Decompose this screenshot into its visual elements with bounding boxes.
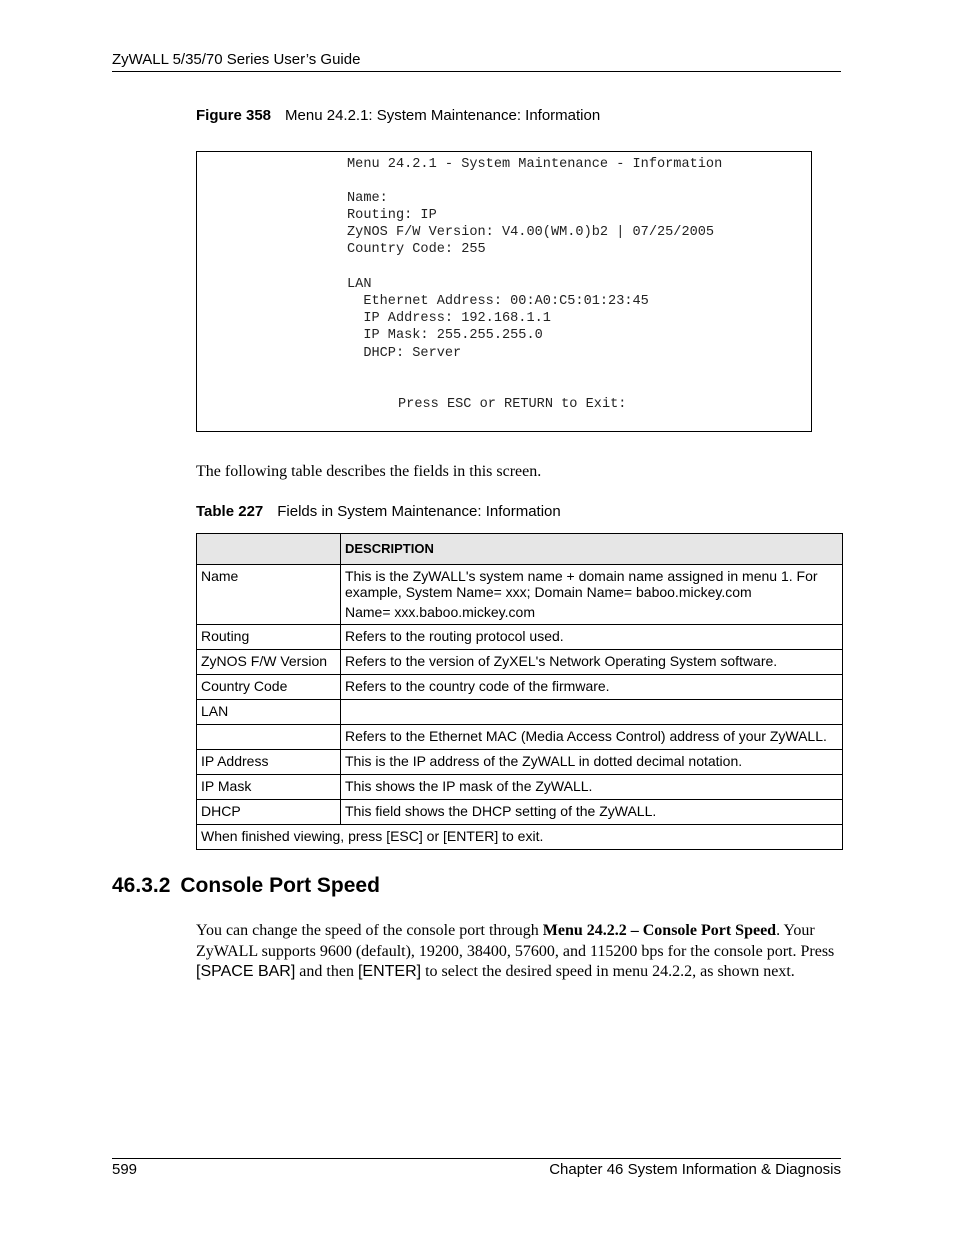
section-paragraph [196, 921, 846, 983]
header-field-cell [197, 534, 341, 565]
field-cell: Country Code [197, 675, 341, 700]
terminal-line-firmware: ZyNOS F/W Version: V4.00(WM.0)b2 | 07/25/2005 [347, 225, 715, 240]
field-cell [197, 725, 341, 750]
figure-title: Menu 24.2.1: System Maintenance: Information [285, 107, 601, 124]
terminal-exit-prompt: Press ESC or RETURN to Exit: [398, 397, 627, 412]
section-number: 46.3.2 [112, 874, 171, 897]
key-enter: [ENTER] [357, 963, 422, 980]
menu-reference: Menu 24.2.2 – Console Port Speed [542, 922, 777, 939]
terminal-menu-title: Menu 24.2.1 - System Maintenance - Information [347, 157, 723, 172]
table-footer-note: When finished viewing, press [ESC] or [ENTER] to exit. [197, 825, 843, 850]
fields-table [196, 533, 843, 850]
terminal-line-routing: Routing: IP [347, 208, 437, 223]
field-cell: ZyNOS F/W Version [197, 650, 341, 675]
paragraph-text: and then [295, 963, 358, 980]
description-text: This is the ZyWALL's system name + domain name assigned in menu 1. For example, System Name= xxx; Domain Name= baboo.mickey.com [345, 568, 818, 600]
terminal-line-lan: LAN [347, 277, 372, 292]
description-cell [341, 700, 843, 725]
section-title: Console Port Speed [180, 874, 380, 897]
table-row [197, 565, 843, 625]
header-rule [112, 71, 841, 72]
section-heading [112, 874, 380, 898]
description-cell: This shows the IP mask of the ZyWALL. [341, 775, 843, 800]
table-row [197, 750, 843, 775]
field-cell: LAN [197, 700, 341, 725]
table-row [197, 800, 843, 825]
terminal-line-country-code: Country Code: 255 [347, 242, 486, 257]
description-example: Name= xxx.baboo.mickey.com [345, 604, 535, 620]
field-cell: IP Address [197, 750, 341, 775]
description-cell: This is the IP address of the ZyWALL in dotted decimal notation. [341, 750, 843, 775]
table-footer-row [197, 825, 843, 850]
intro-text: The following table describes the fields in this screen. [196, 463, 542, 480]
field-cell: DHCP [197, 800, 341, 825]
description-cell: Refers to the version of ZyXEL's Network Operating System software. [341, 650, 843, 675]
table-row [197, 700, 843, 725]
description-cell: Refers to the Ethernet MAC (Media Access Control) address of your ZyWALL. [341, 725, 843, 750]
terminal-screen [196, 151, 812, 432]
running-header-title: ZyWALL 5/35/70 Series User’s Guide [112, 51, 361, 68]
paragraph-text: . Your ZyWALL supports 9600 (default), 19200, 38400, 57600, and 115200 bps for the console port. Press [196, 922, 835, 960]
description-cell: Refers to the routing protocol used. [341, 625, 843, 650]
table-label: Table 227 [196, 503, 264, 520]
paragraph-text: to select the desired speed in menu 24.2.2, as shown next. [421, 963, 795, 980]
terminal-line-dhcp: DHCP: Server [347, 346, 462, 361]
footer-rule [112, 1158, 841, 1159]
chapter-title: Chapter 46 System Information & Diagnosis [549, 1161, 841, 1178]
terminal-line-ip-address: IP Address: 192.168.1.1 [347, 311, 551, 326]
figure-caption [196, 107, 600, 124]
table-row [197, 725, 843, 750]
table-row [197, 625, 843, 650]
key-space-bar: [SPACE BAR] [196, 963, 296, 980]
description-cell: This field shows the DHCP setting of the ZyWALL. [341, 800, 843, 825]
terminal-line-ethernet: Ethernet Address: 00:A0:C5:01:23:45 [347, 294, 649, 309]
table-row [197, 675, 843, 700]
page-number: 599 [112, 1161, 138, 1178]
terminal-line-name: Name: [347, 191, 388, 206]
description-cell [341, 565, 843, 625]
field-cell: IP Mask [197, 775, 341, 800]
table-caption [196, 503, 561, 520]
figure-label: Figure 358 [196, 107, 272, 124]
table-row [197, 650, 843, 675]
table-title: Fields in System Maintenance: Information [277, 503, 561, 520]
paragraph-text: You can change the speed of the console port through [196, 922, 543, 939]
table-header-row [197, 534, 843, 565]
field-cell: Name [197, 565, 341, 625]
description-cell: Refers to the country code of the firmware. [341, 675, 843, 700]
table-row [197, 775, 843, 800]
header-description-cell: DESCRIPTION [341, 534, 843, 565]
field-cell: Routing [197, 625, 341, 650]
terminal-line-ip-mask: IP Mask: 255.255.255.0 [347, 328, 543, 343]
